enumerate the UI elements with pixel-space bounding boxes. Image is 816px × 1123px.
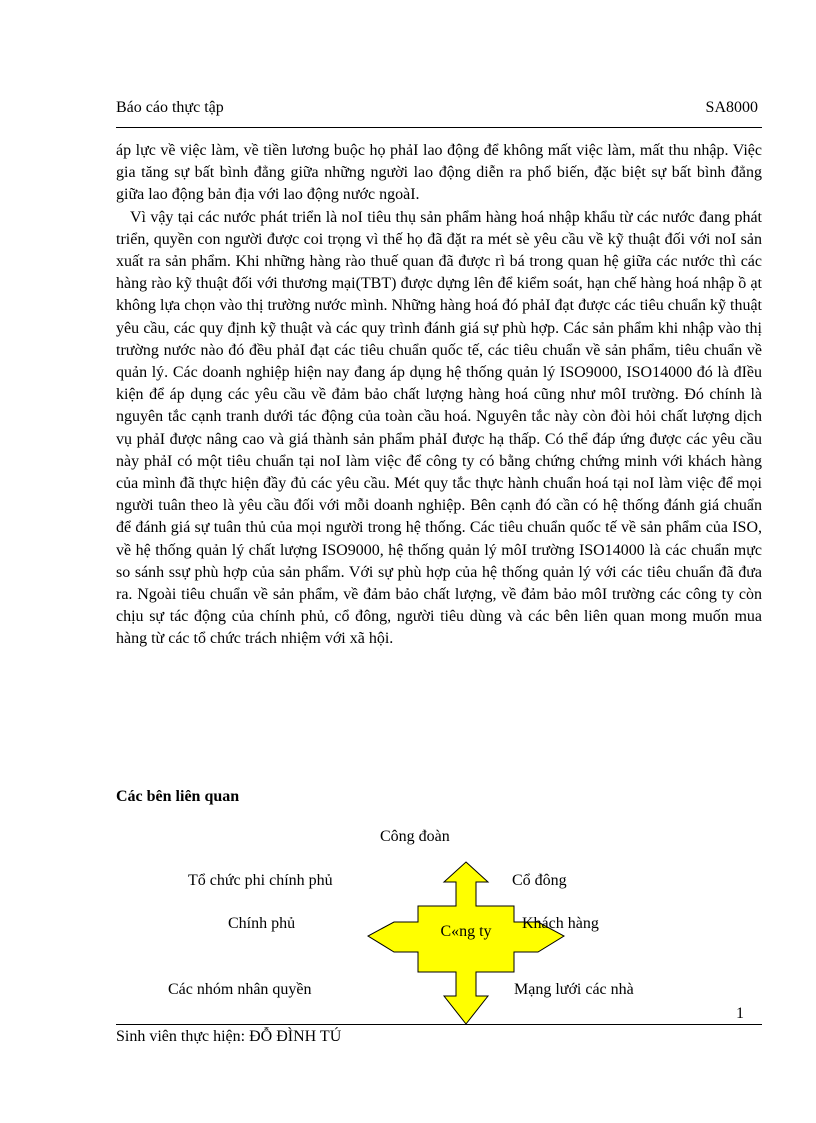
page-header: [116, 99, 760, 125]
stakeholder-left: Chính phủ: [228, 915, 296, 932]
header-report-title: Báo cáo thực tập: [116, 99, 224, 116]
header-rule: [116, 127, 762, 128]
center-company-label: C«ng ty: [440, 923, 492, 940]
footer-rule: [116, 1024, 762, 1025]
page-number: 1: [736, 1005, 744, 1022]
stakeholder-upper-left: Tổ chức phi chính phủ: [188, 872, 333, 889]
stakeholder-top: Công đoàn: [380, 828, 450, 845]
stakeholder-lower-left: Các nhóm nhân quyền: [168, 981, 312, 998]
footer-student-name: Sinh viên thực hiện: ĐỖ ĐÌNH TÚ: [116, 1028, 342, 1045]
four-way-arrow-shape: [366, 860, 566, 1026]
header-standard-code: SA8000: [705, 99, 758, 116]
stakeholder-lower-right: Mạng lưới các nhà: [514, 981, 634, 998]
paragraph-2: Vì vậy tại các nước phát triển là noI tiêu thụ sản phẩm hàng hoá nhập khẩu từ các nước đang phát triển, quyền con người được coi trọng vì thế họ đã đặt ra mét sè yêu cầu về kỹ thuật đối với noI sản xuất ra sản phẩm. Khi những hàng rào thuế quan đã được rì bá trong quan hệ giữa các nước thì các hàng rào kỹ thuật đối với thương mại(TBT) được dựng lên để kiểm soát, hạn chế hàng hoá nhập ồ ạt không lựa chọn vào thị trường nước mình. Những hàng hoá đó phảI đạt được các tiêu chuẩn kỹ thuật yêu cầu, các quy định kỹ thuật và các quy trình đánh giá sự phù hợp. Các sản phẩm khi nhập vào thị trường nước nào đó đều phảI đạt các tiêu chuẩn quốc tế, các tiêu chuẩn về sản phẩm, tiêu chuẩn về quản lý. Các doanh nghiệp hiện nay đang áp dụng hệ thống quản lý ISO9000, ISO14000 đó là đIều kiện để áp dụng các yêu cầu về đảm bảo chất lượng hàng hoá cũng như môI trường. Đó chính là nguyên tắc cạnh tranh dưới tác động của toàn cầu hoá. Nguyên tắc này còn đòi hỏi chất lượng dịch vụ phảI được nâng cao và giá thành sản phẩm phảI được hạ thấp. Có thể đáp ứng được các yêu cầu này phảI có một tiêu chuẩn tại noI làm việc để công ty có bằng chứng chứng minh với khách hàng của mình đã thực hiện đầy đủ các yêu cầu. Mét quy tắc thực hành chuẩn hoá tại noI làm việc để mọi người tuân theo là yêu cầu đối với mỗi doanh nghiệp. Bên cạnh đó cần có hệ thống đánh giá chuẩn để đánh giá sự tuân thủ của mọi người trong hệ thống. Các tiêu chuẩn quốc tế về sản phẩm của ISO, về hệ thống quản lý chất lượng ISO9000, hệ thống quản lý môI trường ISO14000 là các chuẩn mực so sánh ssự phù hợp của sản phẩm. Với sự phù hợp của hệ thống quản lý với các tiêu chuẩn đã đưa ra. Ngoài tiêu chuẩn về sản phẩm, về đảm bảo chất lượng, về đảm bảo môI trường các công ty còn chịu sự tác động của chính phủ, cổ đông, người tiêu dùng và các bên liên quan mong muốn mua hàng từ các tổ chức trách nhiệm với xã hội.: [116, 208, 762, 648]
section-heading: Các bên liên quan: [116, 788, 240, 805]
paragraph-1: áp lực về việc làm, về tiền lương buộc họ phảI lao động để không mất việc làm, mất thu nhập. Việc gia tăng sự bất bình đẳng giữa những người lao động diễn ra phổ biến, đặc biệt sự bất bình đẳng giữa lao động bản địa với lao động nước ngoàI.: [116, 142, 762, 204]
stakeholder-right: Khách hàng: [522, 915, 599, 932]
stakeholder-upper-right: Cổ đông: [512, 872, 567, 889]
body-text: [116, 140, 762, 651]
